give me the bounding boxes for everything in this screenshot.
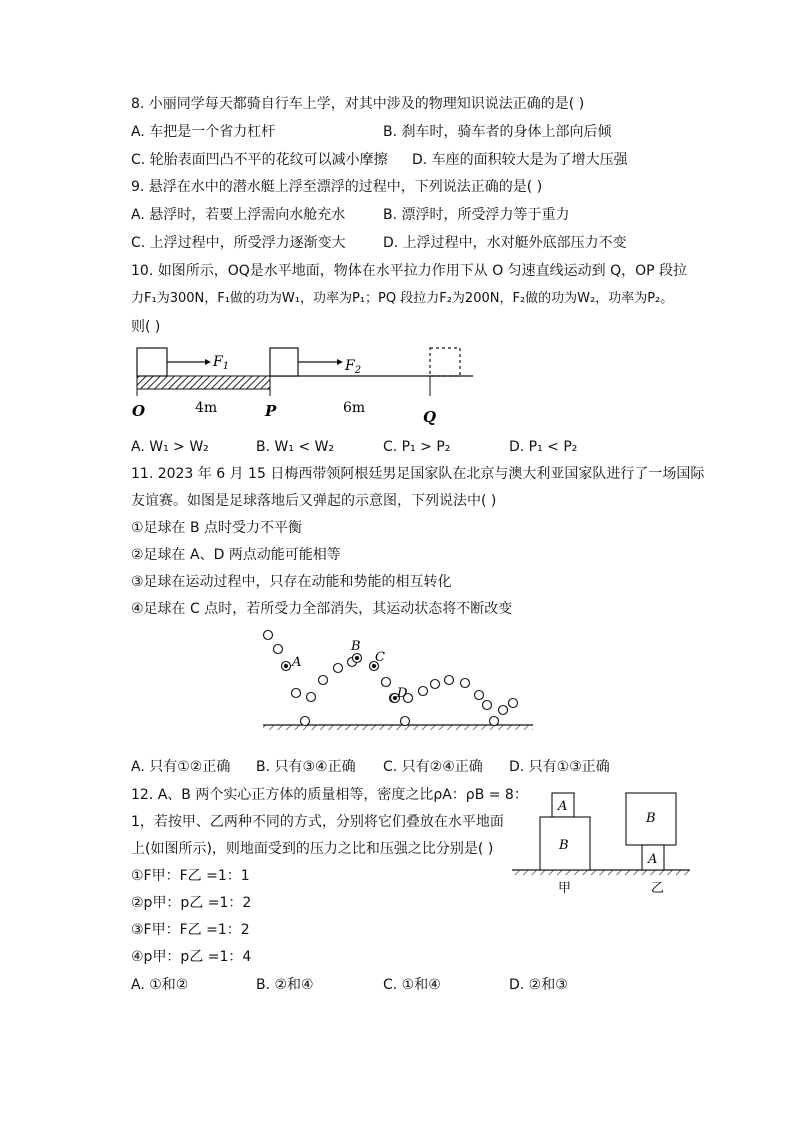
q12-option-d[interactable]: D. ②和③ — [509, 977, 568, 993]
q10-label-4m: 4m — [195, 400, 218, 416]
q12-label-jia: 甲 — [558, 881, 572, 896]
q12-yi-label-b: B — [646, 811, 656, 826]
q11-option-d[interactable]: D. 只有①③正确 — [509, 759, 610, 775]
q8-option-b[interactable]: B. 刹车时，骑车者的身体上部向后倾 — [383, 124, 612, 140]
q8-stem: 8. 小丽同学每天都骑自行车上学，对其中涉及的物理知识说法正确的是( ) — [131, 96, 585, 112]
q9-option-a[interactable]: A. 悬浮时，若要上浮需向水舱充水 — [131, 207, 346, 223]
q8-option-a[interactable]: A. 车把是一个省力杠杆 — [131, 124, 276, 140]
q8-option-c[interactable]: C. 轮胎表面凹凸不平的花纹可以减小摩擦 — [131, 152, 388, 168]
q11-option-b[interactable]: B. 只有③④正确 — [256, 759, 356, 775]
q11-stem-line2: 友谊赛。如图是足球落地后又弹起的示意图，下列说法中( ) — [131, 493, 497, 509]
q10-block-q-dashed — [430, 348, 460, 376]
q12-statement-1: ①F甲：F乙 =1：1 — [131, 868, 250, 884]
q11-ball-trajectory — [264, 631, 518, 726]
q10-block-p — [270, 348, 298, 376]
q12-jia-label-a: A — [558, 799, 568, 814]
q11-statement-3: ③足球在运动过程中，只存在动能和势能的相互转化 — [131, 574, 452, 590]
q10-option-d[interactable]: D. P₁ < P₂ — [509, 439, 578, 455]
q11-statement-4: ④足球在 C 点时，若所受力全部消失，其运动状态将不断改变 — [131, 601, 513, 617]
q10-option-c[interactable]: C. P₁ > P₂ — [383, 439, 451, 455]
q12-option-c[interactable]: C. ①和④ — [383, 977, 441, 993]
q12-statement-2: ②p甲：p乙 =1：2 — [131, 895, 252, 911]
q10-stem-line1: 10. 如图所示，OQ是水平地面，物体在水平拉力作用下从 O 匀速直线运动到 Q，OP 段拉 — [131, 263, 688, 279]
q10-label-q: Q — [423, 408, 437, 426]
q10-label-o: O — [132, 402, 146, 420]
q11-statement-1: ①足球在 B 点时受力不平衡 — [131, 520, 303, 536]
q10-hatched-ground — [137, 376, 270, 389]
q11-option-a[interactable]: A. 只有①②正确 — [131, 759, 231, 775]
q11-label-b: B — [351, 639, 361, 654]
q12-statement-3: ③F甲：F乙 =1：2 — [131, 922, 250, 938]
q9-option-c[interactable]: C. 上浮过程中，所受浮力逐渐变大 — [131, 235, 346, 251]
q9-stem: 9. 悬浮在水中的潜水艇上浮至漂浮的过程中，下列说法正确的是( ) — [131, 179, 543, 195]
q10-label-f1: $F_1$ — [213, 354, 230, 372]
q12-option-a[interactable]: A. ①和② — [131, 977, 189, 993]
q12-figure — [508, 788, 693, 898]
q9-option-b[interactable]: B. 漂浮时，所受浮力等于重力 — [383, 207, 570, 223]
q11-stem-line1: 11. 2023 年 6 月 15 日梅西带领阿根廷男足国家队在北京与澳大利亚国家队进行了一场国际 — [131, 466, 705, 482]
q10-option-b[interactable]: B. W₁ < W₂ — [256, 439, 335, 455]
q11-statement-2: ②足球在 A、D 两点动能可能相等 — [131, 547, 341, 563]
q10-stem-line2: 力F₁为300N，F₁做的功为W₁，功率为P₁；PQ 段拉力F₂为200N，F₂做的功为W₂，功率为P₂。 — [131, 291, 674, 306]
q9-option-d[interactable]: D. 上浮过程中，水对艇外底部压力不变 — [383, 235, 627, 251]
q11-label-a: A — [292, 655, 302, 670]
q10-figure — [125, 340, 485, 430]
q11-figure — [255, 625, 545, 735]
q12-label-yi: 乙 — [651, 881, 665, 896]
q12-option-b[interactable]: B. ②和④ — [256, 977, 314, 993]
q11-option-c[interactable]: C. 只有②④正确 — [383, 759, 483, 775]
q12-jia-label-b: B — [559, 838, 569, 853]
q12-stem-line3: 上(如图所示)，则地面受到的压力之比和压强之比分别是( ) — [131, 841, 494, 857]
q10-block-o — [137, 348, 167, 376]
q10-label-p: P — [265, 402, 277, 420]
q10-stem-line3: 则( ) — [131, 319, 161, 335]
q11-label-c: C — [375, 650, 385, 665]
q11-label-d: D — [397, 686, 408, 701]
q10-label-6m: 6m — [343, 400, 366, 416]
q12-stem-line1: 12. A、B 两个实心正方体的质量相等，密度之比ρA：ρB = 8： — [131, 787, 528, 803]
q12-stem-line2: 1，若按甲、乙两种不同的方式，分别将它们叠放在水平地面 — [131, 814, 504, 830]
q12-statement-4: ④p甲：p乙 =1：4 — [131, 949, 252, 965]
q8-option-d[interactable]: D. 车座的面积较大是为了增大压强 — [412, 152, 628, 168]
q10-option-a[interactable]: A. W₁ > W₂ — [131, 439, 209, 455]
q12-yi-label-a: A — [648, 852, 658, 867]
q10-label-f2: $F_2$ — [345, 358, 362, 376]
